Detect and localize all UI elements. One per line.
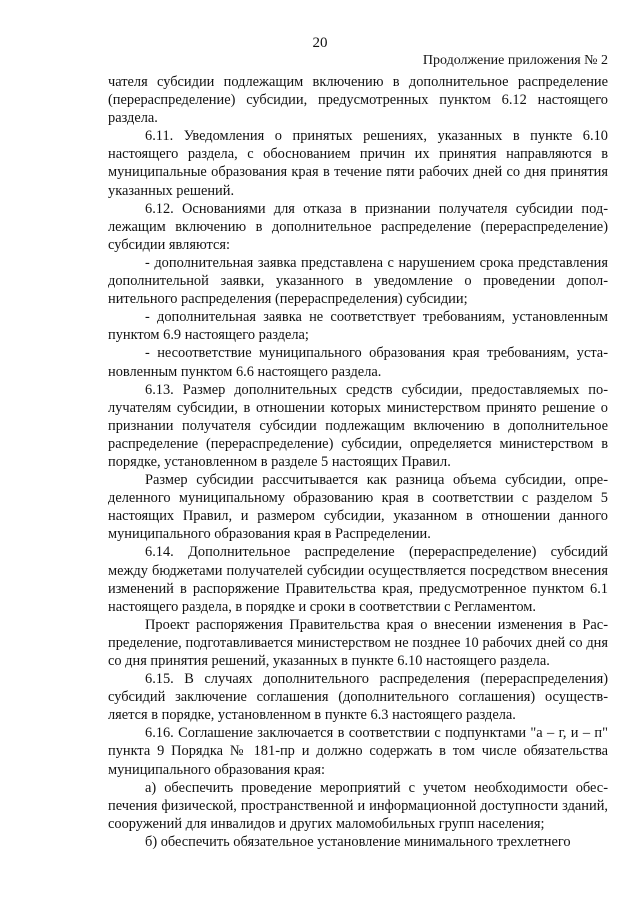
list-item: - дополнительная заявка представлена с нарушением срока представления дополнительной заявки, указанного в уведомление о проведении дополнительного распределения (перераспределения) субсидии; bbox=[108, 254, 608, 308]
running-header: Продолжение приложения № 2 bbox=[422, 53, 608, 68]
paragraph-6-12: 6.12. Основаниями для отказа в признании получателя субсидии подлежащим включению в дополнительное распределение (перераспределение) субсидии являются: bbox=[108, 200, 608, 253]
list-item: - несоответствие муниципального образования края требованиям, установленным пунктом 6.6 настоящего раздела. bbox=[108, 345, 608, 380]
paragraph-6-15: 6.15. В случаях дополнительного распределения (перераспределения) субсидий заключение соглашения (дополнительного соглашения) осуществляется в порядке, установленном в пункте 6.3 настоящего раздела. bbox=[108, 671, 608, 724]
list-item: а) обеспечить проведение мероприятий с учетом необходимости обеспечения физической, пространственной и информационной доступности зданий, сооружений для инвалидов и других маломобильных групп населения; bbox=[108, 779, 608, 832]
page-number: 20 bbox=[312, 35, 328, 51]
paragraph: Проект распоряжения Правительства края о внесении изменения в Распределение, подготавливается министерством не позднее 10 рабочих дней со дня со дня принятия решений, указанных в пункте 6.10 настоящего раздела. bbox=[108, 616, 608, 669]
paragraph-6-14: 6.14. Дополнительное распределение (перераспределение) субсидий между бюджетами получателей субсидии осуществляется посредством внесения изменений в распоряжение Правительства края, предусмотренное пунктом 6.1 настоящего раздела, в порядке и сроки в соответствии с Регламентом. bbox=[108, 544, 608, 615]
list-item: - дополнительная заявка не соответствует требованиям, установленным пунктом 6.9 настоящего раздела; bbox=[108, 309, 608, 344]
paragraph-6-11: 6.11. Уведомления о принятых решениях, указанных в пункте 6.10 настоящего раздела, с обоснованием причин их принятия направляются в муниципальные образования края в течение пяти рабочих дней со дня принятия указанных решений. bbox=[108, 128, 608, 199]
paragraph-continuation: чателя субсидии подлежащим включению в дополнительное распределение (перераспределение) субсидии, предусмотренных пунктом 6.12 настоящего раздела. bbox=[108, 74, 608, 127]
paragraph: Размер субсидии рассчитывается как разница объема субсидии, определенного муниципальному образованию края в соответствии с разделом 5 настоящих Правил, и размером субсидии, указанном в отношении данного муниципального образования края в Распределении. bbox=[108, 472, 608, 543]
list-item: б) обеспечить обязательное установление минимального трехлетнего bbox=[145, 833, 571, 850]
document-body bbox=[108, 73, 608, 851]
paragraph-6-16: 6.16. Соглашение заключается в соответствии с подпунктами "а – г, и – п" пункта 9 Порядка № 181-пр и должно содержать в том числе обязательства муниципального образования края: bbox=[108, 725, 608, 778]
paragraph-6-13: 6.13. Размер дополнительных средств субсидии, предоставляемых получателям субсидии, в отношении которых министерством принято решение о признании получателя субсидии подлежащим включению в дополнительное распределение (перераспределение) субсидии, определяется министерством в порядке, установленном в разделе 5 настоящих Правил. bbox=[108, 381, 608, 470]
